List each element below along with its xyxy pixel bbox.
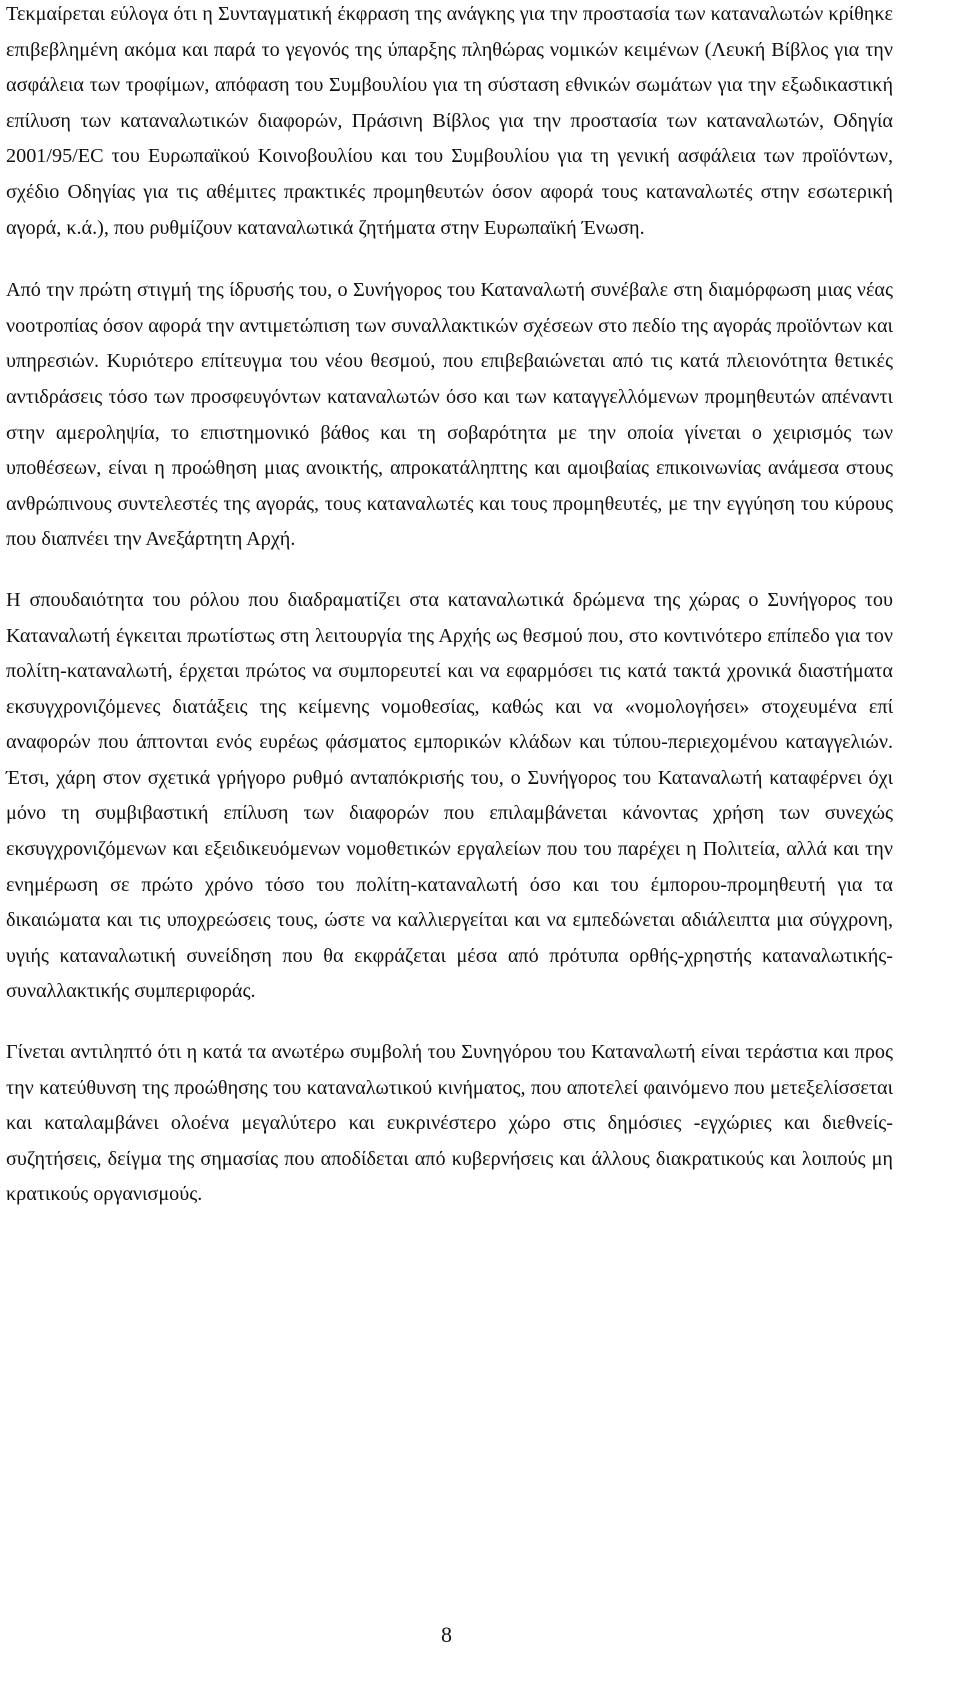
paragraph-consumer-protection-constitution: Τεκμαίρεται εύλογα ότι η Συνταγματική έκφραση της ανάγκης για την προστασία των καταναλωτών κρίθηκε επιβεβλημένη ακόμα και παρά το γεγονός της ύπαρξης πληθώρας νομικών κειμένων (Λευκή Βίβλος για την ασφάλεια των τροφίμων, απόφαση του Συμβουλίου για τη σύσταση εθνικών σωμάτων για την εξωδικαστική επίλυση των καταναλωτικών διαφορών, Πράσινη Βίβλος για την προστασία των καταναλωτών, Οδηγία 2001/95/EC του Ευρωπαϊκού Κοινοβουλίου και του Συμβουλίου για τη γενική ασφάλεια των προϊόντων, σχέδιο Οδηγίας για τις αθέμιτες πρακτικές προμηθευτών όσον αφορά τους καταναλωτές στην εσωτερική αγορά, κ.ά.), που ρυθμίζουν καταναλωτικά ζητήματα στην Ευρωπαϊκή Ένωση. [6, 3, 893, 239]
paragraph-ombudsman-founding: Από την πρώτη στιγμή της ίδρυσής του, ο Συνήγορος του Καταναλωτή συνέβαλε στη διαμόρφωση μιας νέας νοοτροπίας όσον αφορά την αντιμετώπιση των συναλλακτικών σχέσεων στο πεδίο της αγοράς προϊόντων και υπηρεσιών. Κυριότερο επίτευγμα του νέου θεσμού, που επιβεβαιώνεται από τις κατά πλειονότητα θετικές αντιδράσεις τόσο των προσφευγόντων καταναλωτών όσο και των καταγγελλόμενων προμηθευτών απέναντι στην αμεροληψία, το επιστημονικό βάθος και τη σοβαρότητα με την οποία γίνεται ο χειρισμός των υποθέσεων, είναι η προώθηση μιας ανοικτής, απροκατάληπτης και αμοιβαίας επικοινωνίας ανάμεσα στους ανθρώπινους συντελεστές της αγοράς, τους καταναλωτές και τους προμηθευτές, με την εγγύηση του κύρους που διαπνέει την Ανεξάρτητη Αρχή. [6, 279, 893, 551]
document-page [6, 0, 893, 1213]
page-number: 8 [441, 1622, 452, 1647]
paragraph-ombudsman-role: Η σπουδαιότητα του ρόλου που διαδραματίζει στα καταναλωτικά δρώμενα της χώρας ο Συνήγορος του Καταναλωτή έγκειται πρωτίστως στη λειτουργία της Αρχής ως θεσμού που, στο κοντινότερο επίπεδο για τον πολίτη-καταναλωτή, έρχεται πρώτος να συμπορευτεί και να εφαρμόσει τις κατά τακτά χρονικά διαστήματα εκσυγχρονιζόμενες διατάξεις της κείμενης νομοθεσίας, καθώς και να «νομολογήσει» στοχευμένα επί αναφορών που άπτονται ενός ευρέως φάσματος εμπορικών κλάδων και τύπου-περιεχομένου καταγγελιών. Έτσι, χάρη στον σχετικά γρήγορο ρυθμό ανταπόκρισής του, ο Συνήγορος του Καταναλωτή καταφέρνει όχι μόνο τη συμβιβαστική επίλυση των διαφορών που επιλαμβάνεται κάνοντας χρήση των συνεχώς εκσυγχρονιζόμενων και εξειδικευόμενων νομοθετικών εργαλείων που του παρέχει η Πολιτεία, αλλά και την ενημέρωση σε πρώτο χρόνο τόσο του πολίτη-καταναλωτή όσο και του έμπορου-προμηθευτή για τα δικαιώματα και τις υποχρεώσεις τους, ώστε να καλλιεργείται και να εμπεδώνεται αδιάλειπτα μια σύγχρονη, υγιής καταναλωτική συνείδηση που θα εκφράζεται μέσα από πρότυπα ορθής-χρηστής καταναλωτικής-συναλλακτικής συμπεριφοράς. [6, 588, 893, 1003]
paragraph-consumer-movement: Γίνεται αντιληπτό ότι η κατά τα ανωτέρω συμβολή του Συνηγόρου του Καταναλωτή είναι τεράστια και προς την κατεύθυνση της προώθησης του καταναλωτικού κινήματος, που αποτελεί φαινόμενο που μετεξελίσσεται και καταλαμβάνει ολοένα μεγαλύτερο και ευκρινέστερο χώρο στις δημόσιες -εγχώριες και διεθνείς- συζητήσεις, δείγμα της σημασίας που αποδίδεται από κυβερνήσεις και άλλους διακρατικούς και λοιπούς μη κρατικούς οργανισμούς. [6, 1041, 893, 1206]
